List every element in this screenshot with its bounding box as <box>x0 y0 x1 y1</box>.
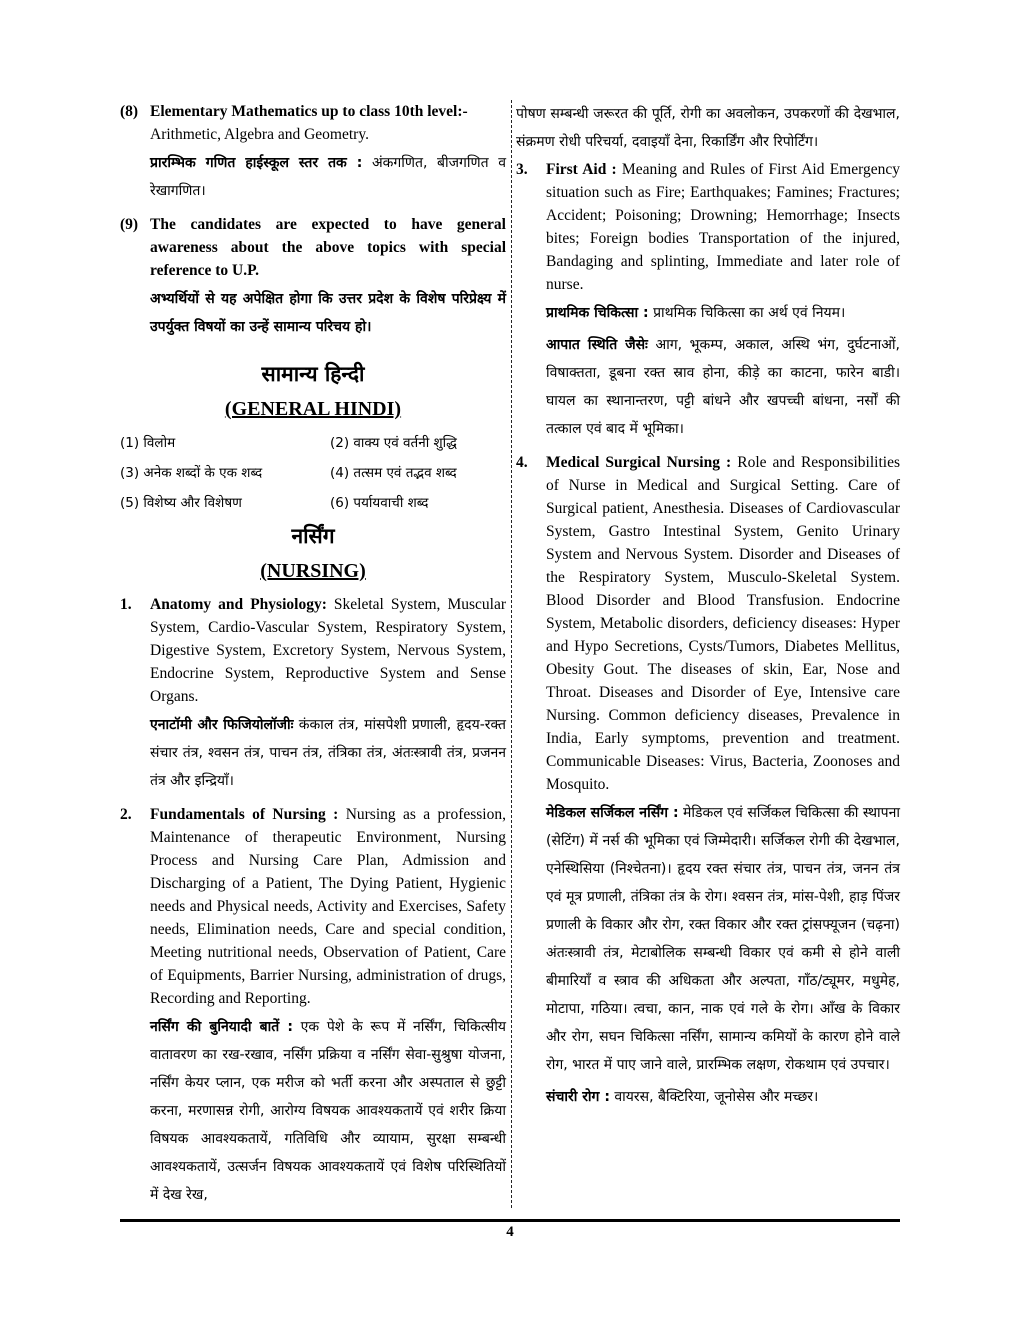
item-hindi-title: नर्सिंग की बुनियादी बातें : <box>150 1019 293 1035</box>
left-column <box>120 100 506 1217</box>
item-hindi-subtext: वायरस, बैक्टिरिया, जूनोसेस और मच्छर। <box>609 1089 819 1105</box>
item-hindi-title: एनाटॉमी और फिजियोलॉजीः <box>150 717 294 733</box>
item-hindi-title: प्रारम्भिक गणित हाईस्कूल स्तर तक : <box>150 155 363 171</box>
item-hindi-text: अंकगणित, बीजगणित व रेखागणित। <box>150 155 506 199</box>
section-heading-hindi: सामान्य हिन्दी <box>261 362 365 386</box>
item-title: Fundamentals of Nursing : <box>150 806 339 823</box>
item-hindi-text: एक पेशे के रूप में नर्सिंग, चिकित्सीय वातावरण का रख-रखाव, नर्सिंग प्रक्रिया व नर्सिंग सेवा-सुश्रुषा योजना, नर्सिंग केयर प्लान, एक मरीज को भर्ती करना और अस्पताल से छुट्टी करना, मरणासन्न रोगी, आरोग्य विषयक आवश्यकतायें एवं शरीर क्रिया विषयक आवश्यकतायें, गतिविधि और व्यायाम, सुरक्षा सम्बन्धी आवश्यकतायें, उत्सर्जन विषयक आवश्यकतायें एवं विशेष परिस्थितियों में देख रेख, <box>150 1019 507 1203</box>
item-hindi-title: प्राथमिक चिकित्सा : <box>546 305 649 321</box>
item-number: 4. <box>516 454 528 471</box>
topic-item: (5) विशेष्य और विशेषण <box>120 495 242 511</box>
topic-item: (4) तत्सम एवं तद्भव शब्द <box>330 465 457 481</box>
item-hindi-text: प्राथमिक चिकित्सा का अर्थ एवं नियम। <box>648 305 846 321</box>
continued-text: पोषण सम्बन्धी जरूरत की पूर्ति, रोगी का अवलोकन, उपकरणों की देखभाल, संक्रमण रोधी परिचर्या, दवाइयाँ देना, रिकार्डिंग और रिपोर्टिंग। <box>516 106 900 150</box>
item-3 <box>516 158 900 447</box>
section-heading-english: (GENERAL HINDI) <box>224 398 402 420</box>
item-8 <box>120 100 506 209</box>
item-hindi-subtext: आग, भूकम्प, अकाल, अस्थि भंग, दुर्घटनाओं, विषाक्तता, डूबना रक्त स्राव होना, कीड़े का काटना, फारेन बाडी। घायल का स्थानान्तरण, पट्टी बांधने और खपच्ची बांधना, नर्सों की तत्काल एवं बाद में भूमिका। <box>546 337 900 437</box>
topic-item: (1) विलोम <box>120 435 176 451</box>
item-text: Arithmetic, Algebra and Geometry. <box>150 126 369 143</box>
item-text: Meaning and Rules of First Aid Emergency situation such as Fire; Earthquakes; Famines; Fractures; Accident; Poisoning; Drowning; Hemorrhage; Insects bites; Foreign bodies Transportation of the injured, Bandaging and splinting, Immediate and later role of nurse. <box>546 161 900 293</box>
item-hindi-title: मेडिकल सर्जिकल नर्सिंग : <box>546 805 679 821</box>
topic-item: (3) अनेक शब्दों के एक शब्द <box>120 465 263 481</box>
item-hindi-subtitle: संचारी रोग : <box>546 1089 610 1105</box>
item-text: Skeletal System, Muscular System, Cardio-Vascular System, Respiratory System, Digestive System, Excretory System, Nervous System, Endocrine System, Reproductive System and Sense Organs. <box>150 596 506 705</box>
general-hindi-topics <box>120 431 506 515</box>
topic-item: (6) पर्यायवाची शब्द <box>330 495 429 511</box>
item-number: 2. <box>120 806 132 823</box>
right-column <box>516 100 900 1119</box>
item-number: (8) <box>120 103 139 120</box>
item-2 <box>120 803 506 1213</box>
item-number: 1. <box>120 596 132 613</box>
item-hindi-title: अभ्यर्थियों से यह अपेक्षित होगा कि उत्तर प्रदेश के विशेष परिप्रेक्ष्य में उपर्युक्त विषयों का उन्हें सामान्य परिचय हो। <box>150 291 506 335</box>
footer-rule <box>120 1219 900 1222</box>
item-hindi-subtitle: आपात स्थिति जैसेः <box>546 337 648 353</box>
item-title: Elementary Mathematics up to class 10th level:- <box>150 103 468 120</box>
page-number: 4 <box>506 1224 514 1240</box>
item-hindi-text: मेडिकल एवं सर्जिकल चिकित्सा की स्थापना (सेटिंग) में नर्स की भूमिका एवं जिम्मेदारी। सर्जिकल रोगी की देखभाल, एनेस्थिसिया (निश्चेतना)। हृदय रक्त संचार तंत्र, पाचन तंत्र, जनन तंत्र एवं मूत्र प्रणाली, तंत्रिका तंत्र के रोग। श्वसन तंत्र, मांस-पेशी, हाड़ पिंजर प्रणाली के विकार और रोग, रक्त विकार और रक्त ट्रांसफ्यूजन (चढ़ना) अंतःस्त्रावी तंत्र, मेटाबोलिक सम्बन्धी विकार एवं कमी से होने वाली बीमारियाँ व स्त्राव की अधिकता और अल्पता, गाँठ/ट्यूमर, मधुमेह, मोटापा, गठिया। त्वचा, कान, नाक एवं गले के रोग। आँख के विकार और रोग, सघन चिकित्सा नर्सिंग, सामान्य कमियों के कारण होने वाले रोग, भारत में पाए जाने वाले, प्रारम्भिक लक्षण, रोकथाम एवं उपचार। <box>546 805 900 1073</box>
item-hindi-text: कंकाल तंत्र, मांसपेशी प्रणाली, हृदय-रक्त संचार तंत्र, श्वसन तंत्र, पाचन तंत्र, तंत्रिका तंत्र, अंतःस्त्रावी तंत्र, प्रजनन तंत्र और इन्द्रियाँ। <box>150 717 507 789</box>
item-1 <box>120 593 506 799</box>
item-title: First Aid : <box>546 161 617 178</box>
item-number: (9) <box>120 216 139 233</box>
item-title: The candidates are expected to have general awareness about the above topics with special reference to U.P. <box>150 216 506 279</box>
item-number: 3. <box>516 161 528 178</box>
item-4 <box>516 451 900 1115</box>
section-heading-english: (NURSING) <box>260 560 366 582</box>
item-9 <box>120 213 506 345</box>
topic-item: (2) वाक्य एवं वर्तनी शुद्धि <box>330 435 457 451</box>
item-text: Nursing as a profession, Maintenance of therapeutic Environment, Nursing Process and Nursing Care Plan, Admission and Discharging of a Patient, The Dying Patient, Hygienic needs and Physical needs, Activity and Exercises, Safety needs, Elimination needs, Care and special condition, Meeting nutritional needs, Observation of Patient, Care of Equipments, Barrier Nursing, administration of drugs, Recording and Reporting. <box>150 806 506 1007</box>
item-title: Anatomy and Physiology: <box>150 596 327 613</box>
column-divider <box>511 100 512 1208</box>
item-text: Role and Responsibilities of Nurse in Medical and Surgical Setting. Care of Surgical patient, Anesthesia. Diseases of Cardiovascular System, Gastro Intestinal System, Genito Urinary System and Nervous System. Disorder and Diseases of the Respiratory System, Musculo-Skeletal System. Blood Disorder and Blood Transfusion. Endocrine System, Metabolic disorders, deficiency diseases: Hyper and Hypo Secretions, Cysts/Tumors, Diabetes Mellitus, Obesity Gout. The diseases of skin, Ear, Nose and Throat. Diseases and Disorder of Eye, Intensive care Nursing. Common deficiency diseases, Prevalence in India, Early symptoms, prevention and treatment. Communicable Diseases: Virus, Bacteria, Zoonoses and Mosquito. <box>546 454 900 793</box>
section-heading-hindi: नर्सिंग <box>291 524 335 548</box>
item-title: Medical Surgical Nursing : <box>546 454 732 471</box>
